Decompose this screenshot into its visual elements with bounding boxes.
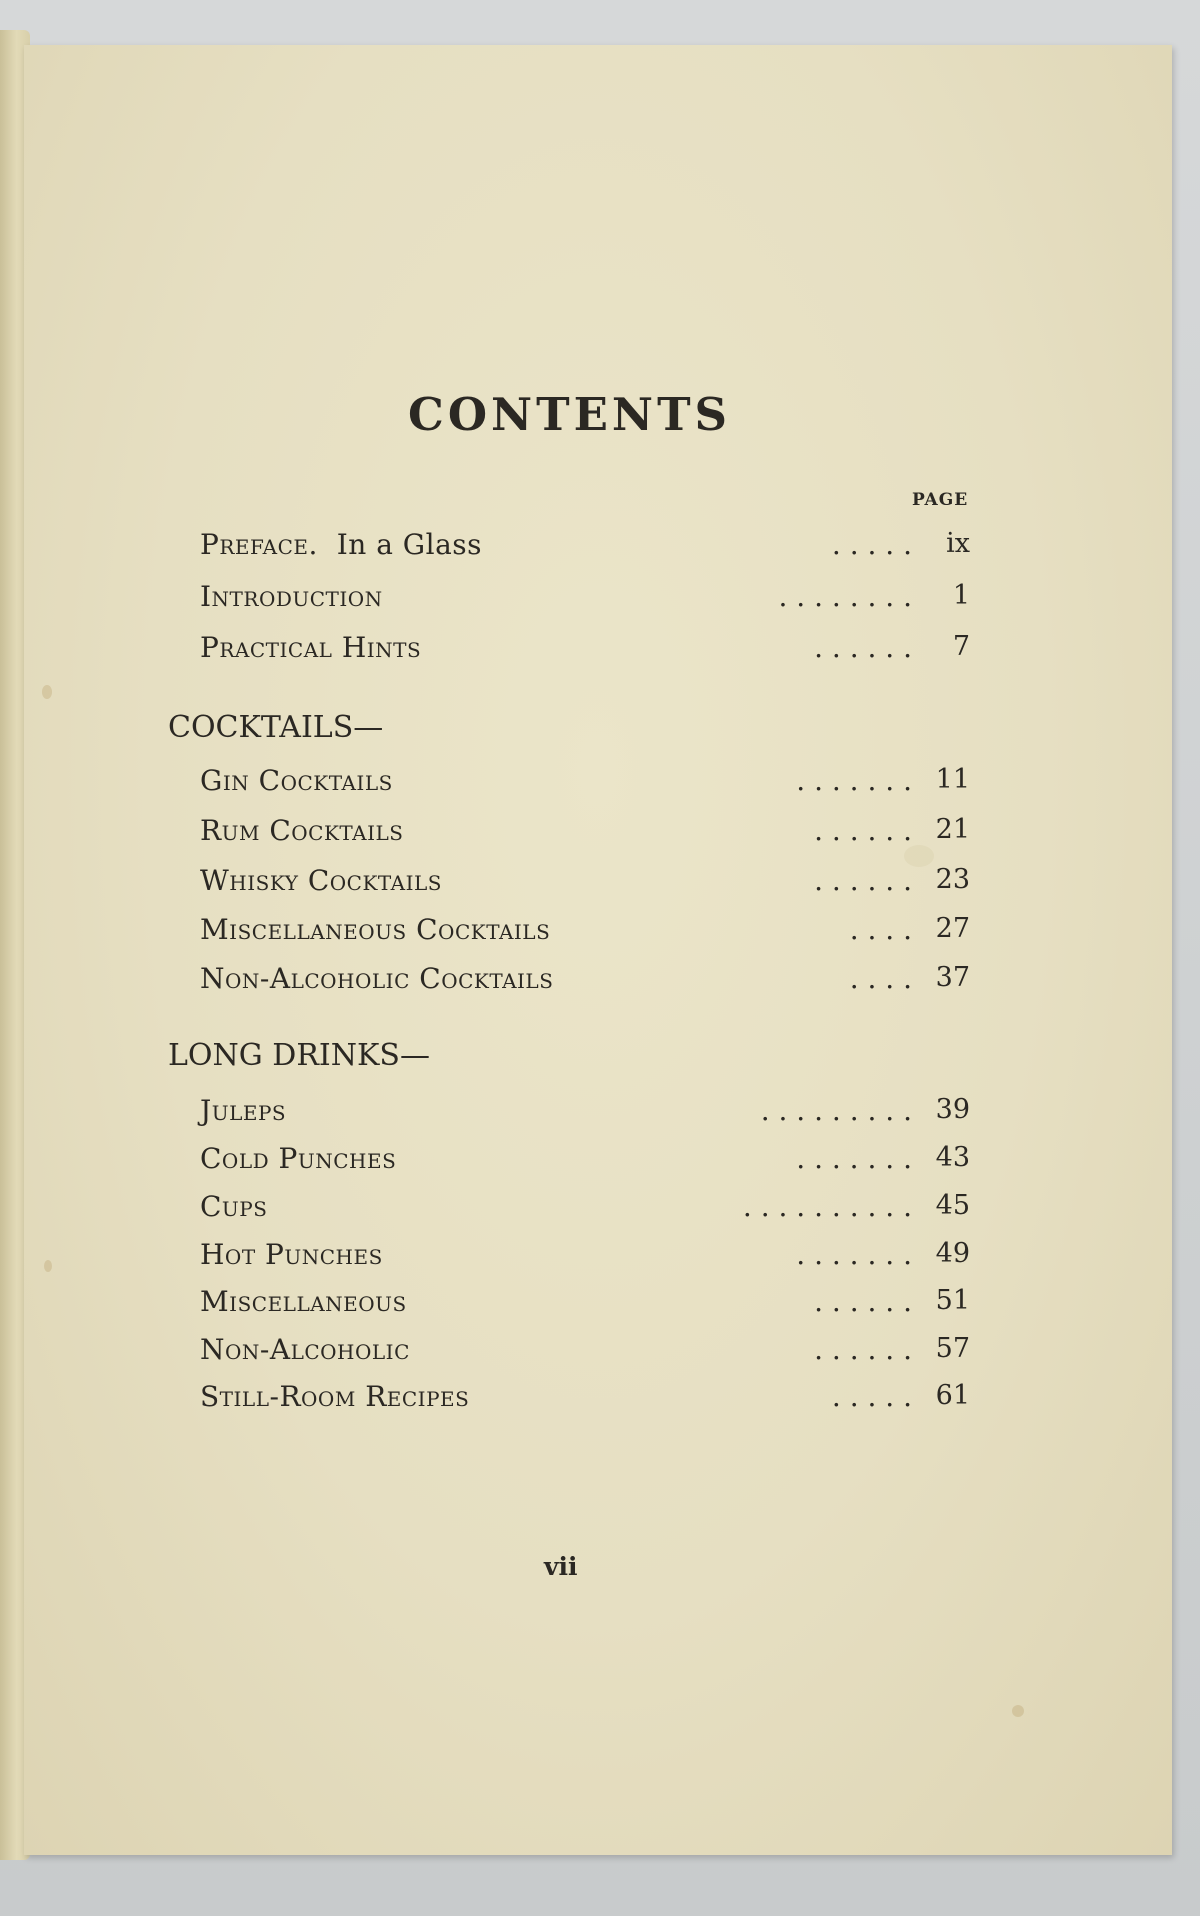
toc-entry-label: Whisky Cocktails bbox=[200, 864, 442, 897]
page-column-label: PAGE bbox=[912, 490, 969, 510]
dot-leader: . . . . . . bbox=[814, 631, 912, 664]
dot-leader: . . . . . . . bbox=[796, 764, 912, 797]
dot-leader: . . . . bbox=[849, 962, 912, 995]
toc-page-number: 61 bbox=[935, 1380, 970, 1411]
toc-entry-gin-cocktails bbox=[200, 764, 970, 802]
toc-page-number: 37 bbox=[935, 962, 970, 993]
toc-entry-introduction bbox=[200, 580, 970, 618]
toc-page-number: 7 bbox=[952, 631, 970, 662]
toc-entry-label: Non-Alcoholic Cocktails bbox=[200, 962, 554, 995]
toc-entry-label: Practical Hints bbox=[200, 631, 422, 664]
toc-entry-practical-hints bbox=[200, 631, 970, 669]
toc-entry-rum-cocktails bbox=[200, 814, 970, 852]
toc-page-number: 1 bbox=[952, 580, 970, 611]
toc-page-number: 57 bbox=[935, 1333, 970, 1364]
toc-entry-label: Juleps bbox=[200, 1094, 287, 1127]
dot-leader: . . . . . . . . . bbox=[760, 1094, 912, 1127]
toc-entry-label: Introduction bbox=[200, 580, 383, 613]
dot-leader: . . . . . . bbox=[814, 1285, 912, 1318]
toc-page-number: 21 bbox=[935, 814, 970, 845]
toc-entry-label: Miscellaneous Cocktails bbox=[200, 913, 551, 946]
toc-page-number: 45 bbox=[935, 1190, 970, 1221]
toc-entry-miscellaneous-cocktails bbox=[200, 913, 970, 951]
toc-page-number: 49 bbox=[935, 1238, 970, 1269]
toc-entry-label: Gin Cocktails bbox=[200, 764, 393, 797]
section-heading-cocktails: COCKTAILS— bbox=[168, 710, 384, 745]
toc-entry-preface bbox=[200, 528, 970, 566]
toc-entry-label: Preface. In a Glass bbox=[200, 528, 483, 561]
toc-entry-cups bbox=[200, 1190, 970, 1228]
toc-page-number: 43 bbox=[935, 1142, 970, 1173]
toc-entry-label: Cold Punches bbox=[200, 1142, 397, 1175]
toc-entry-label: Non-Alcoholic bbox=[200, 1333, 410, 1366]
toc-page-number: 39 bbox=[935, 1094, 970, 1125]
toc-entry-label: Hot Punches bbox=[200, 1238, 383, 1271]
dot-leader: . . . . . . . bbox=[796, 1238, 912, 1271]
dot-leader: . . . . . . bbox=[814, 1333, 912, 1366]
toc-page-number: ix bbox=[946, 528, 970, 559]
toc-entry-subtitle: In a Glass bbox=[336, 528, 483, 561]
toc-entry-miscellaneous bbox=[200, 1285, 970, 1323]
toc-entry-still-room-recipes bbox=[200, 1380, 970, 1418]
dot-leader: . . . . . bbox=[831, 1380, 912, 1413]
dot-leader: . . . . bbox=[849, 913, 912, 946]
toc-page-number: 27 bbox=[935, 913, 970, 944]
dot-leader: . . . . . . bbox=[814, 814, 912, 847]
toc-entry-non-alcoholic bbox=[200, 1333, 970, 1371]
toc-entry-label: Cups bbox=[200, 1190, 268, 1223]
toc-entry-hot-punches bbox=[200, 1238, 970, 1276]
toc-entry-label: Rum Cocktails bbox=[200, 814, 404, 847]
page-folio: vii bbox=[544, 1552, 578, 1581]
dot-leader: . . . . . . . bbox=[796, 1142, 912, 1175]
dot-leader: . . . . . . . . bbox=[778, 580, 912, 613]
toc-entry-cold-punches bbox=[200, 1142, 970, 1180]
toc-entry-juleps bbox=[200, 1094, 970, 1132]
toc-entry-whisky-cocktails bbox=[200, 864, 970, 902]
section-heading-long-drinks: LONG DRINKS— bbox=[168, 1038, 430, 1073]
dot-leader: . . . . . . bbox=[814, 864, 912, 897]
dot-leader: . . . . . bbox=[831, 528, 912, 561]
toc-page-number: 51 bbox=[935, 1285, 970, 1316]
page-title: CONTENTS bbox=[408, 388, 732, 441]
toc-entry-label: Still-Room Recipes bbox=[200, 1380, 470, 1413]
toc-entry-label: Miscellaneous bbox=[200, 1285, 407, 1318]
toc-page-number: 23 bbox=[935, 864, 970, 895]
toc-page-number: 11 bbox=[935, 764, 970, 795]
toc-entry-non-alcoholic-cocktails bbox=[200, 962, 970, 1000]
dot-leader: . . . . . . . . . . bbox=[742, 1190, 912, 1223]
